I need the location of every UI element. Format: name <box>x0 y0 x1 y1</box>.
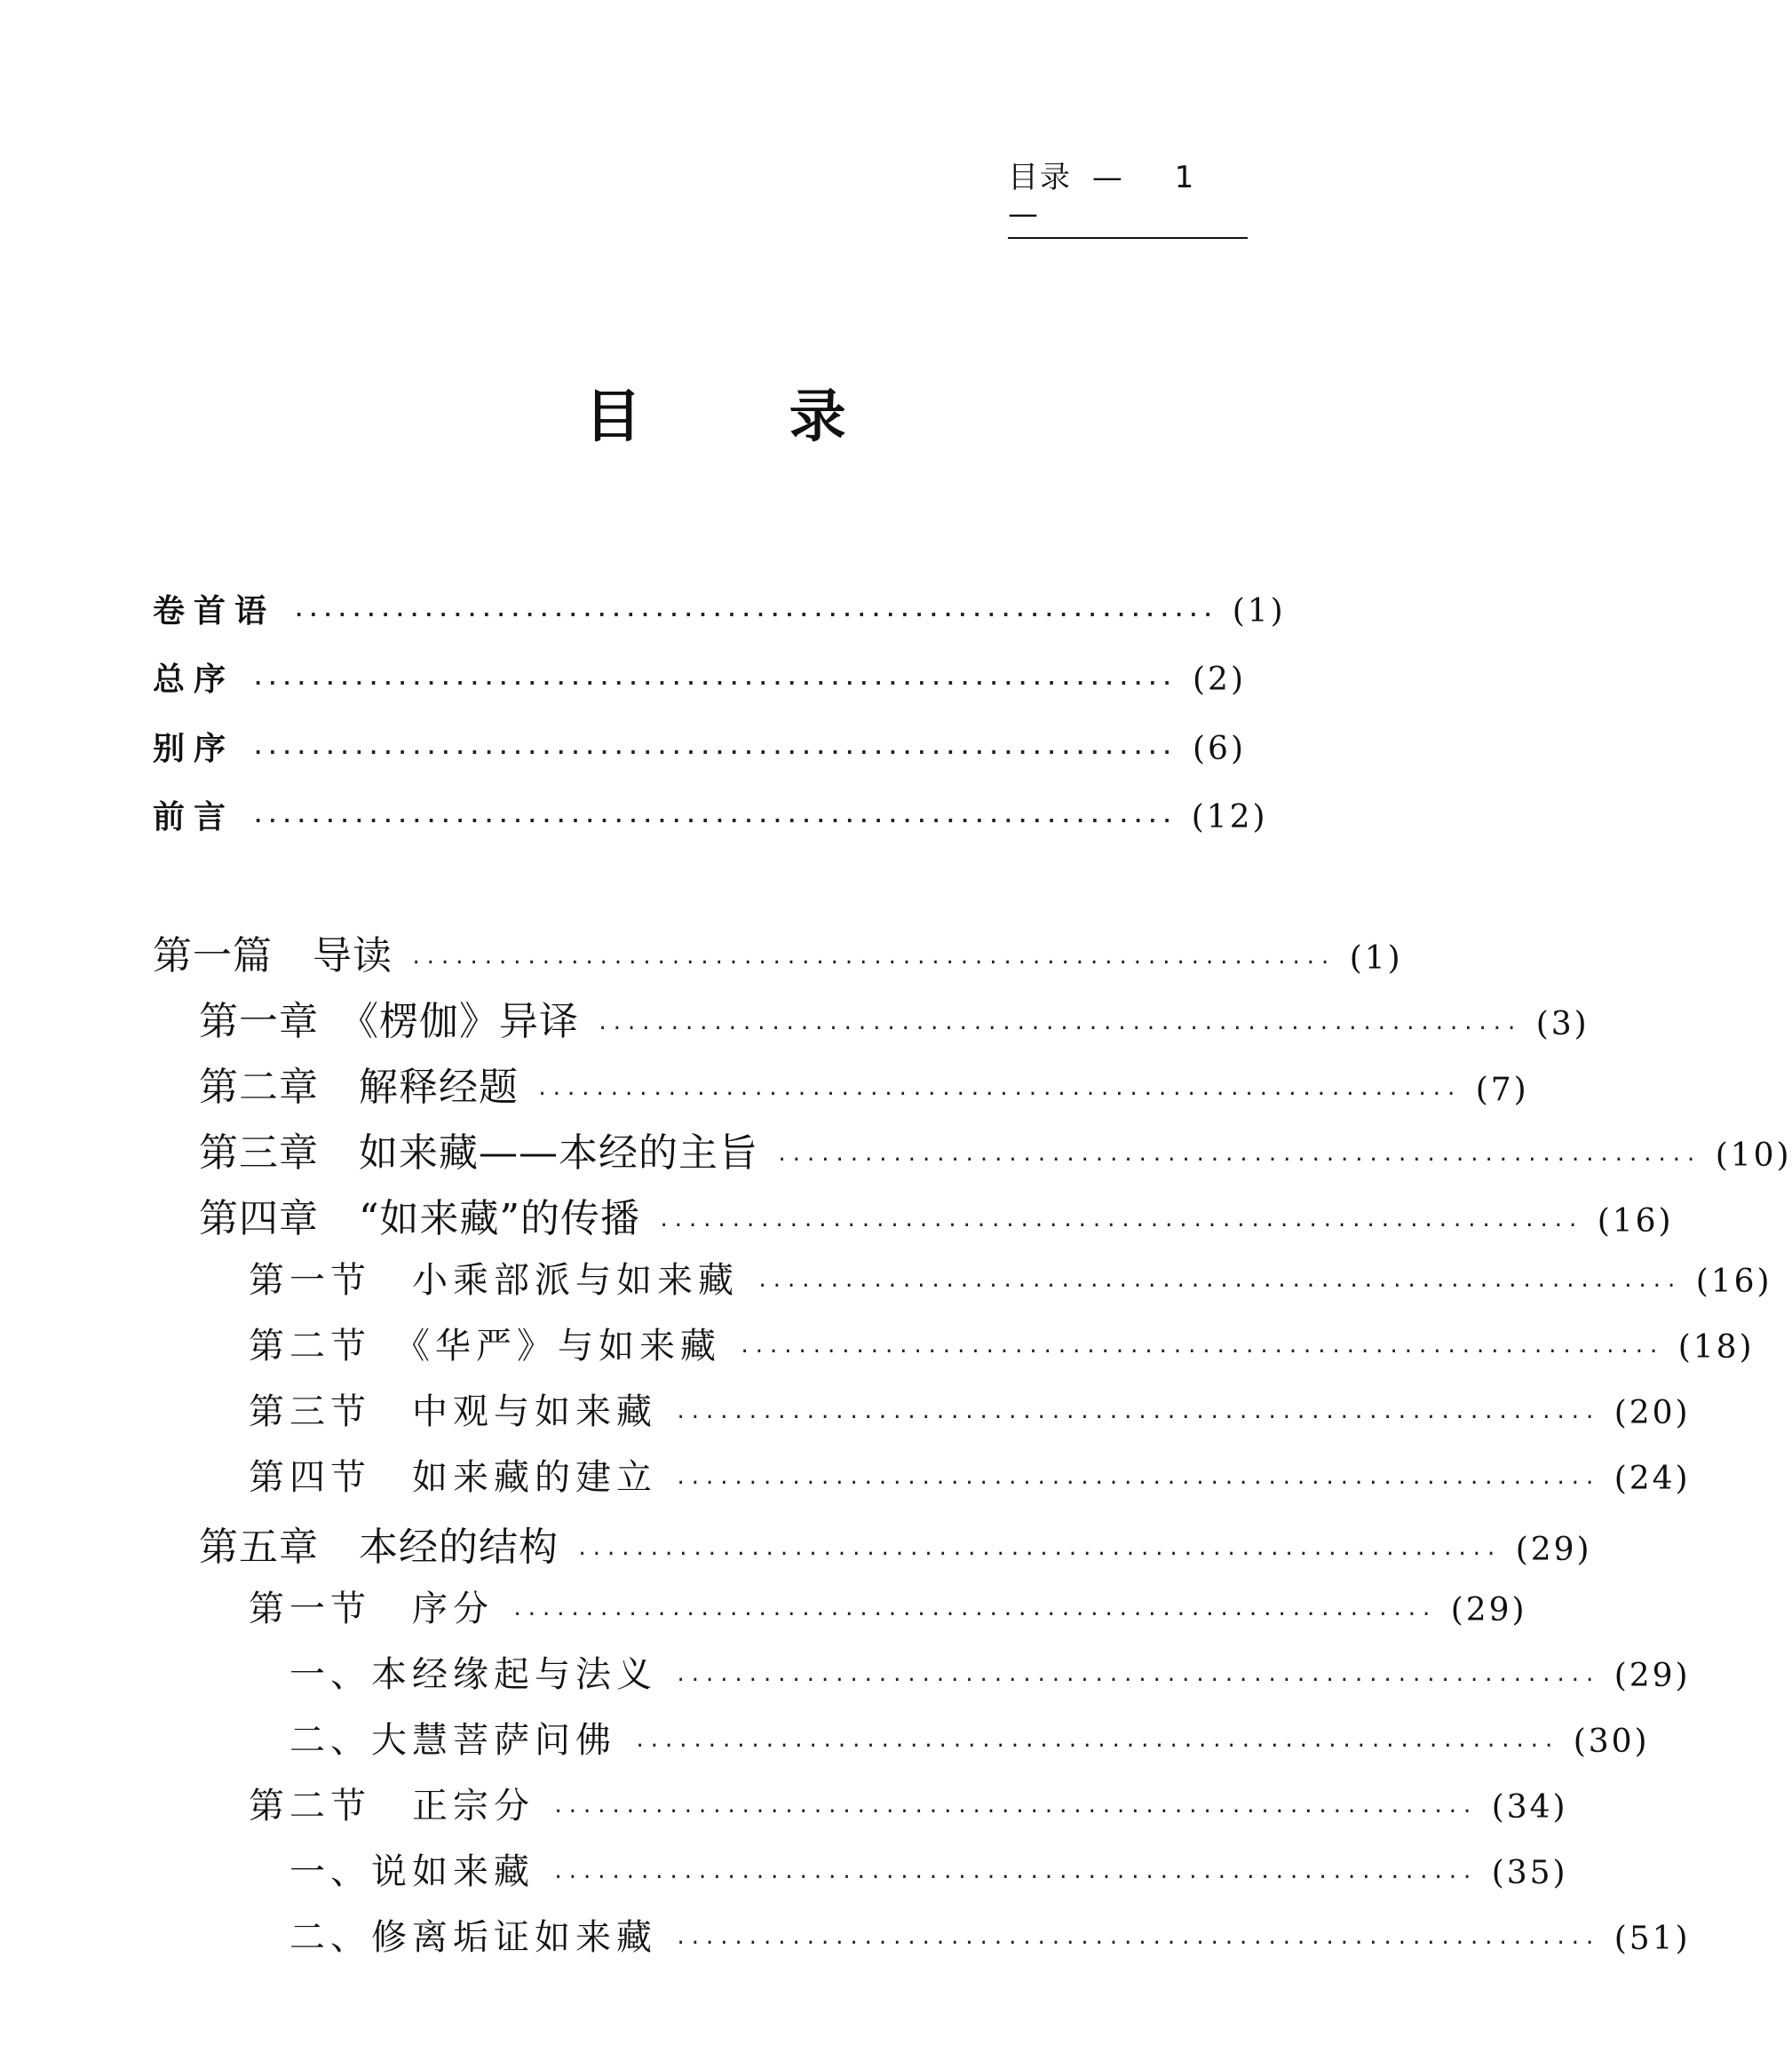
toc-entry-page: (18) <box>1677 1329 1755 1366</box>
toc-entry-section-4-1[interactable] <box>249 1252 1772 1305</box>
leader-dots: ································································ <box>410 952 1334 974</box>
toc-entry-chapter-5[interactable] <box>199 1515 1592 1570</box>
toc-entry-label: 第二节 正宗分 <box>249 1786 535 1826</box>
leader-dots: ································································ <box>552 1866 1476 1889</box>
toc-entry-chapter-1[interactable] <box>199 989 1590 1044</box>
toc-entry-label: 第一节 序分 <box>249 1589 494 1629</box>
leader-dots: ································································ <box>675 1669 1598 1692</box>
leader-dots: ································································ <box>536 1083 1460 1105</box>
toc-entry-chapter-3[interactable] <box>199 1121 1792 1176</box>
leader-dots: ································································ <box>576 1543 1500 1565</box>
toc-entry-part-1[interactable] <box>153 923 1403 979</box>
toc-entry-label: 第一节 小乘部派与如来藏 <box>249 1260 739 1301</box>
toc-entry-label: 别序 <box>153 730 235 767</box>
leader-dots: ································································ <box>675 1406 1598 1429</box>
toc-entry-label: 第三章 如来藏——本经的主旨 <box>199 1130 758 1176</box>
leader-dots: ································································ <box>252 673 1176 695</box>
toc-entry-front-2[interactable] <box>153 654 1246 708</box>
toc-entry-page: (29) <box>1614 1658 1691 1694</box>
toc-entry-label: 总序 <box>153 661 235 698</box>
toc-entry-subsection-5-2-1[interactable] <box>289 1843 1568 1897</box>
leader-dots: ································································ <box>293 605 1217 627</box>
leader-dots: ································································ <box>511 1604 1435 1626</box>
toc-entry-chapter-4[interactable] <box>199 1186 1674 1241</box>
toc-entry-subsection-5-1-1[interactable] <box>289 1646 1691 1700</box>
leader-dots: ································································ <box>739 1341 1662 1363</box>
toc-entry-subsection-5-2-2[interactable] <box>289 1909 1691 1962</box>
page-title: 目 录 <box>584 384 910 450</box>
toc-entry-page: (6) <box>1193 731 1246 767</box>
toc-entry-page: (2) <box>1193 662 1246 698</box>
toc-entry-page: (34) <box>1491 1789 1568 1826</box>
toc-entry-section-4-4[interactable] <box>249 1449 1691 1502</box>
toc-entry-label: 二、大慧菩萨问佛 <box>289 1720 616 1761</box>
toc-entry-front-1[interactable] <box>153 586 1286 639</box>
leader-dots: ································································ <box>776 1149 1700 1171</box>
toc-entry-page: (16) <box>1695 1264 1772 1300</box>
toc-entry-section-4-3[interactable] <box>249 1383 1691 1437</box>
leader-dots: ································································ <box>757 1275 1680 1297</box>
toc-entry-page: (1) <box>1232 593 1286 630</box>
toc-entry-section-4-2[interactable] <box>249 1318 1755 1371</box>
toc-entry-chapter-2[interactable] <box>199 1055 1529 1110</box>
leader-dots: ································································ <box>597 1018 1520 1040</box>
toc-entry-label: 一、说如来藏 <box>289 1851 535 1892</box>
toc-entry-page: (29) <box>1450 1592 1527 1628</box>
toc-entry-page: (24) <box>1614 1461 1691 1497</box>
toc-entry-page: (20) <box>1614 1395 1691 1431</box>
toc-entry-page: (29) <box>1515 1532 1592 1568</box>
toc-entry-page: (16) <box>1597 1203 1674 1240</box>
toc-entry-page: (51) <box>1614 1921 1691 1957</box>
toc-entry-page: (10) <box>1715 1137 1792 1174</box>
toc-entry-label: 第三节 中观与如来藏 <box>249 1391 657 1432</box>
leader-dots: ································································ <box>675 1472 1598 1494</box>
toc-entry-label: 前言 <box>153 798 235 836</box>
toc-entry-label: 第一篇 导读 <box>153 933 392 979</box>
leader-dots: ································································ <box>552 1801 1476 1823</box>
toc-entry-page: (12) <box>1191 799 1268 836</box>
running-header <box>1008 153 1248 239</box>
toc-entry-label: 第二章 解释经题 <box>199 1065 519 1110</box>
toc-entry-page: (1) <box>1349 940 1403 977</box>
toc-entry-label: 第二节 《华严》与如来藏 <box>249 1326 721 1367</box>
toc-entry-page: (7) <box>1475 1072 1529 1108</box>
toc-entry-label: 卷首语 <box>153 592 276 630</box>
header-page-number: — 1 — <box>1008 160 1216 232</box>
leader-dots: ································································ <box>252 811 1176 833</box>
toc-entry-page: (35) <box>1491 1855 1568 1891</box>
header-section-label: 目录 <box>1008 160 1072 195</box>
toc-entry-label: 一、本经缘起与法义 <box>289 1654 657 1695</box>
toc-entry-label: 二、修离垢证如来藏 <box>289 1917 657 1958</box>
leader-dots: ································································ <box>675 1932 1598 1954</box>
leader-dots: ································································ <box>658 1215 1582 1237</box>
toc-entry-section-5-2[interactable] <box>249 1778 1568 1831</box>
toc-entry-label: 第一章 《楞伽》异译 <box>199 999 579 1044</box>
toc-entry-front-4[interactable] <box>153 792 1268 845</box>
leader-dots: ································································ <box>252 742 1176 765</box>
toc-entry-section-5-1[interactable] <box>249 1581 1527 1634</box>
leader-dots: ································································ <box>634 1735 1558 1757</box>
toc-entry-label: 第四节 如来藏的建立 <box>249 1457 657 1498</box>
toc-entry-label: 第四章 “如来藏”的传播 <box>199 1196 640 1241</box>
toc-entry-subsection-5-1-2[interactable] <box>289 1712 1650 1765</box>
toc-entry-page: (30) <box>1573 1723 1650 1760</box>
toc-entry-front-3[interactable] <box>153 724 1246 777</box>
toc-entry-page: (3) <box>1535 1006 1590 1042</box>
toc-entry-label: 第五章 本经的结构 <box>199 1525 559 1570</box>
